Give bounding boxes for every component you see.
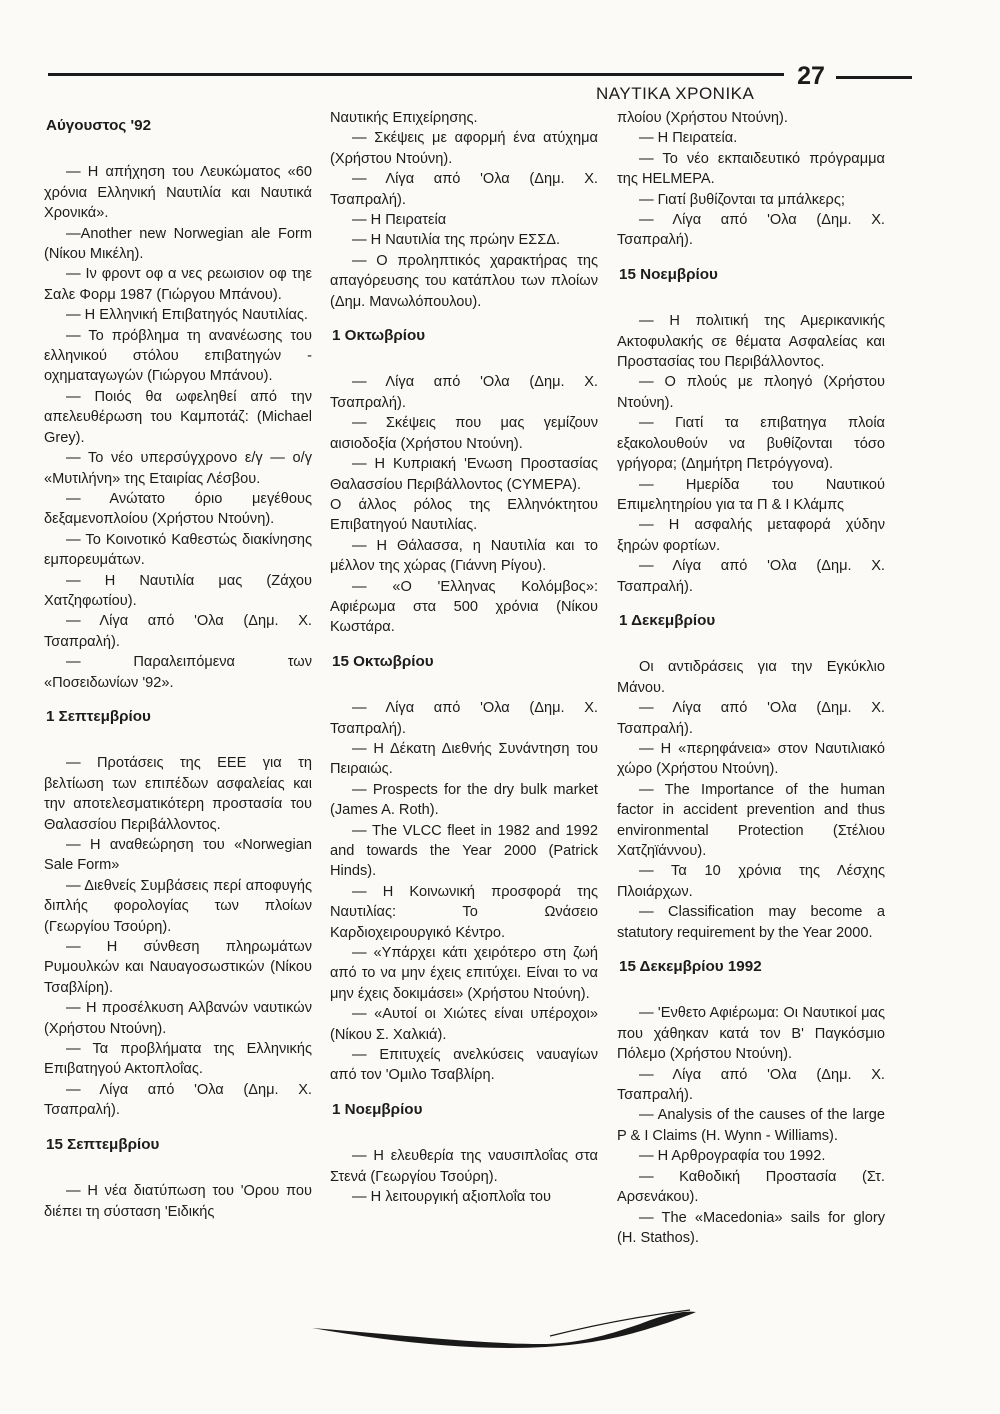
list-item: — Ποιός θα ωφεληθεί από την απελευθέρωση του Καμποτάζ: (Michael Grey). (44, 388, 312, 446)
list-item: — Η «περηφάνεια» στον Ναυτιλιακό χώρο (Χρήστου Ντούνη). (617, 740, 885, 778)
list-item: — Παραλειπόμενα των «Ποσειδωνίων '92». (44, 654, 312, 691)
list-item: — Classification may become a statutory requirement by the Year 2000. (617, 904, 885, 941)
list-item: — Η νέα διατύπωση του 'Ορου που διέπει τη σύσταση 'Ειδικής (44, 1183, 312, 1220)
list-item: — Επιτυχείς ανελκύσεις ναυαγίων από τον 'Ομιλο Τσαβλίρη. (330, 1047, 598, 1084)
list-item: — Η προσέλκυση Αλβανών ναυτικών (Χρήστου Ντούνη). (44, 1000, 312, 1037)
list-item: — «Ο 'Ελληνας Κολόμβος»: Αφιέρωμα στα 500 χρόνια (Νίκου Κωστάρα. (330, 578, 598, 636)
list-item: — Γιατί τα επιβατηγα πλοία εξακολουθούν να βυθίζονται τόσο γρήγορα; (Δημήτρη Πετρόγγονα). (617, 415, 885, 473)
list-item: — Η Ελληνική Επιβατηγός Ναυτιλίας. (66, 307, 308, 324)
section-heading: 15 Νοεμβρίου (619, 265, 718, 283)
list-item: — «Υπάρχει κάτι χειρότερο στη ζωή από το να μην έχεις επιτύχει. Είναι το να μην έχεις δοκιμάσει» (Χρήστου Ντούνη). (330, 945, 598, 1002)
list-item: — Προτάσεις της ΕΕΕ για τη βελτίωση των επιπέδων ασφαλείας και την αποτελεσματικότερη προστασία του Θαλασσίου Περιβάλλοντος. (44, 755, 312, 833)
list-item: πλοίου (Χρήστου Ντούνη). (617, 110, 788, 126)
list-item: — Λίγα από 'Ολα (Δημ. Χ. Τσαπραλή). (44, 613, 312, 650)
list-item: — Η λειτουργική αξιοπλοΐα του (352, 1189, 552, 1206)
list-item: — Λίγα από 'Ολα (Δημ. Χ. Τσαπραλή). (617, 700, 885, 737)
list-item: — The Importance of the human factor in accident prevention and thus environmental Protection (Στέλιου Χατζηϊάννου). (617, 781, 885, 859)
list-item: — Η απήχηση του Λευκώματος «60 χρόνια Ελληνική Ναυτιλία και Ναυτικά Χρονικά». (44, 164, 312, 222)
section-heading: 15 Σεπτεμβρίου (46, 1135, 160, 1153)
list-item: — Η Αρθρογραφία του 1992. (639, 1148, 826, 1165)
list-item: — Σκέψεις με αφορμή ένα ατύχημα (Χρήστου Ντούνη). (330, 130, 598, 167)
list-item: — Λίγα από 'Ολα (Δημ. Χ. Τσαπραλή). (617, 212, 885, 249)
list-item: — The VLCC fleet in 1982 and 1992 and towards the Year 2000 (Patrick Hinds). (330, 822, 598, 880)
section-heading: 1 Οκτωβρίου (332, 327, 426, 345)
section-heading: 1 Σεπτεμβρίου (46, 707, 151, 725)
list-item: — «Αυτοί οι Χιώτες είναι υπέροχοι» (Νίκου Σ. Χαλκιά). (330, 1006, 598, 1043)
list-item: — Λίγα από 'Ολα (Δημ. Χ. Τσαπραλή). (330, 171, 598, 208)
list-item: — Η Κοινωνική προσφορά της Ναυτιλίας: Το Ωνάσειο Καρδιοχειρουργικό Κέντρο. (330, 883, 598, 941)
section-heading: 1 Δεκεμβρίου (619, 611, 716, 629)
list-item: — Καθοδική Προστασία (Στ. Αρσενάκου). (617, 1168, 885, 1206)
header-rule-left (48, 73, 784, 76)
header-rule-right (836, 76, 912, 79)
list-item: — Η πολιτική της Αμερικανικής Ακτοφυλακής σε θέματα Ασφαλείας και Προστασίας του Περιβάλλοντος. (617, 313, 885, 371)
list-item: — Η Δέκατη Διεθνής Συνάντηση του Πειραιώς. (330, 740, 598, 778)
running-header-title: ΝΑΥΤΙΚΑ ΧΡΟΝΙΚΑ (596, 84, 755, 103)
list-item: — Η Κυπριακή 'Ενωση Προστασίας Θαλασσίου Περιβάλλοντος (CYMEPA). (330, 456, 598, 493)
list-item: — Η σύνθεση πληρωμάτων Ρυμουλκών και Ναυαγοσωστικών (Νίκου Τσαβλίρη). (44, 939, 312, 996)
list-item: — Το νέο εκπαιδευτικό πρόγραμμα της HELMEPA. (617, 150, 885, 188)
page-number: 27 (797, 62, 825, 90)
list-item: — Analysis of the causes of the large P & I Claims (H. Wynn - Williams). (617, 1107, 885, 1144)
list-item: — Λίγα από 'Ολα (Δημ. Χ. Τσαπραλή). (44, 1081, 312, 1119)
list-item: — Τα προβλήματα της Ελληνικής Επιβατηγού Ακτοπλοΐας. (44, 1041, 312, 1078)
list-item: — Η Ναυτιλία της πρώην ΕΣΣΔ. (352, 232, 561, 249)
list-item: — Η Πειρατεία. (639, 130, 738, 147)
list-item: — Ανώτατο όριο μεγέθους δεξαμενοπλοίου (Χρήστου Ντούνη). (44, 490, 312, 528)
list-item: — Τα 10 χρόνια της Λέσχης Πλοιάρχων. (617, 863, 885, 900)
end-flourish-icon (310, 1304, 700, 1354)
list-item: — Η αναθεώρηση του «Norwegian Sale Form» (44, 837, 312, 874)
list-item: — Ιν φροντ οφ α νες ρεωισιον οφ τηε Σαλε Φορμ 1987 (Γιώργου Μπάνου). (44, 266, 312, 303)
list-item: — Η ασφαλής μεταφορά χύδην ξηρών φορτίων. (617, 517, 885, 554)
list-item: — Διεθνείς Συμβάσεις περί αποφυγής διπλής φορολογίας των πλοίων (Γεωργίου Τσούρη). (44, 877, 312, 935)
section-heading: 1 Νοεμβρίου (332, 1100, 423, 1118)
column-2 (330, 108, 598, 1208)
list-item: — Ημερίδα του Ναυτικού Επιμελητηρίου για τα Π & Ι Κλάμπς (617, 476, 885, 513)
list-item: — Το πρόβλημα τη ανανέωσης του ελληνικού στόλου επιβατηγών - οχηματαγωγών (Γιώργου Μπάνου). (44, 327, 312, 385)
section-heading: 15 Δεκεμβρίου 1992 (619, 958, 762, 976)
list-item: — Η ελευθερία της ναυσιπλοΐας στα Στενά (Γεωργίου Τσούρη). (330, 1148, 598, 1185)
section-heading: Αύγουστος '92 (46, 117, 152, 134)
list-item: — Ο προληπτικός χαρακτήρας της απαγόρευσης του κατάπλου των πλοίων (Δημ. Μανωλόπουλου). (330, 252, 598, 310)
list-item: Ο άλλος ρόλος της Ελληνόκτητου Επιβατηγού Ναυτιλίας. (330, 496, 598, 534)
list-item: — Η Θάλασσα, η Ναυτιλία και το μέλλον της χώρας (Γιάννη Ρίγου). (330, 537, 598, 575)
column-1 (44, 108, 312, 1222)
list-item: Οι αντιδράσεις για την Εγκύκλιο Μάνου. (617, 659, 885, 696)
list-item: — 'Ενθετο Αφιέρωμα: Οι Ναυτικοί μας που χάθηκαν κατά τον Β' Παγκόσμιο Πόλεμο (Χρήστου Ντούνη). (617, 1005, 885, 1063)
list-item: — Η Πειρατεία (352, 212, 447, 229)
list-item: — Λίγα από 'Ολα (Δημ. Χ. Τσαπραλή). (617, 1066, 885, 1104)
section-heading: 15 Οκτωβρίου (332, 652, 434, 670)
list-item: — The «Macedonia» sails for glory (H. Stathos). (617, 1209, 885, 1246)
list-item: — Το Κοινοτικό Καθεστώς διακίνησης εμπορευμάτων. (44, 531, 312, 569)
list-item: — Το νέο υπερσύγχρονο ε/γ — ο/γ «Μυτιλήνη» της Εταιρίας Λέσβου. (44, 450, 312, 487)
list-item: — Γιατί βυθίζονται τα μπάλκερς; (639, 191, 845, 208)
column-3 (617, 108, 885, 1248)
list-item: — Λίγα από 'Ολα (Δημ. Χ. Τσαπραλή). (330, 374, 598, 411)
list-item: — Η Ναυτιλία μας (Ζάχου Χατζηφωτίου). (44, 572, 312, 609)
list-item: — Ο πλούς με πλοηγό (Χρήστου Ντούνη). (617, 374, 885, 411)
list-item: — Λίγα από 'Ολα (Δημ. Χ. Τσαπραλή). (330, 700, 598, 737)
list-item: — Prospects for the dry bulk market (James A. Roth). (330, 781, 598, 819)
list-item: — Σκέψεις που μας γεμίζουν αισιοδοξία (Χρήστου Ντούνη). (330, 415, 598, 452)
list-item: — Λίγα από 'Ολα (Δημ. Χ. Τσαπραλή). (617, 558, 885, 595)
list-item: —Another new Norwegian ale Form (Νίκου Μικέλη). (44, 225, 312, 263)
list-item: Ναυτικής Επιχείρησης. (330, 110, 478, 126)
